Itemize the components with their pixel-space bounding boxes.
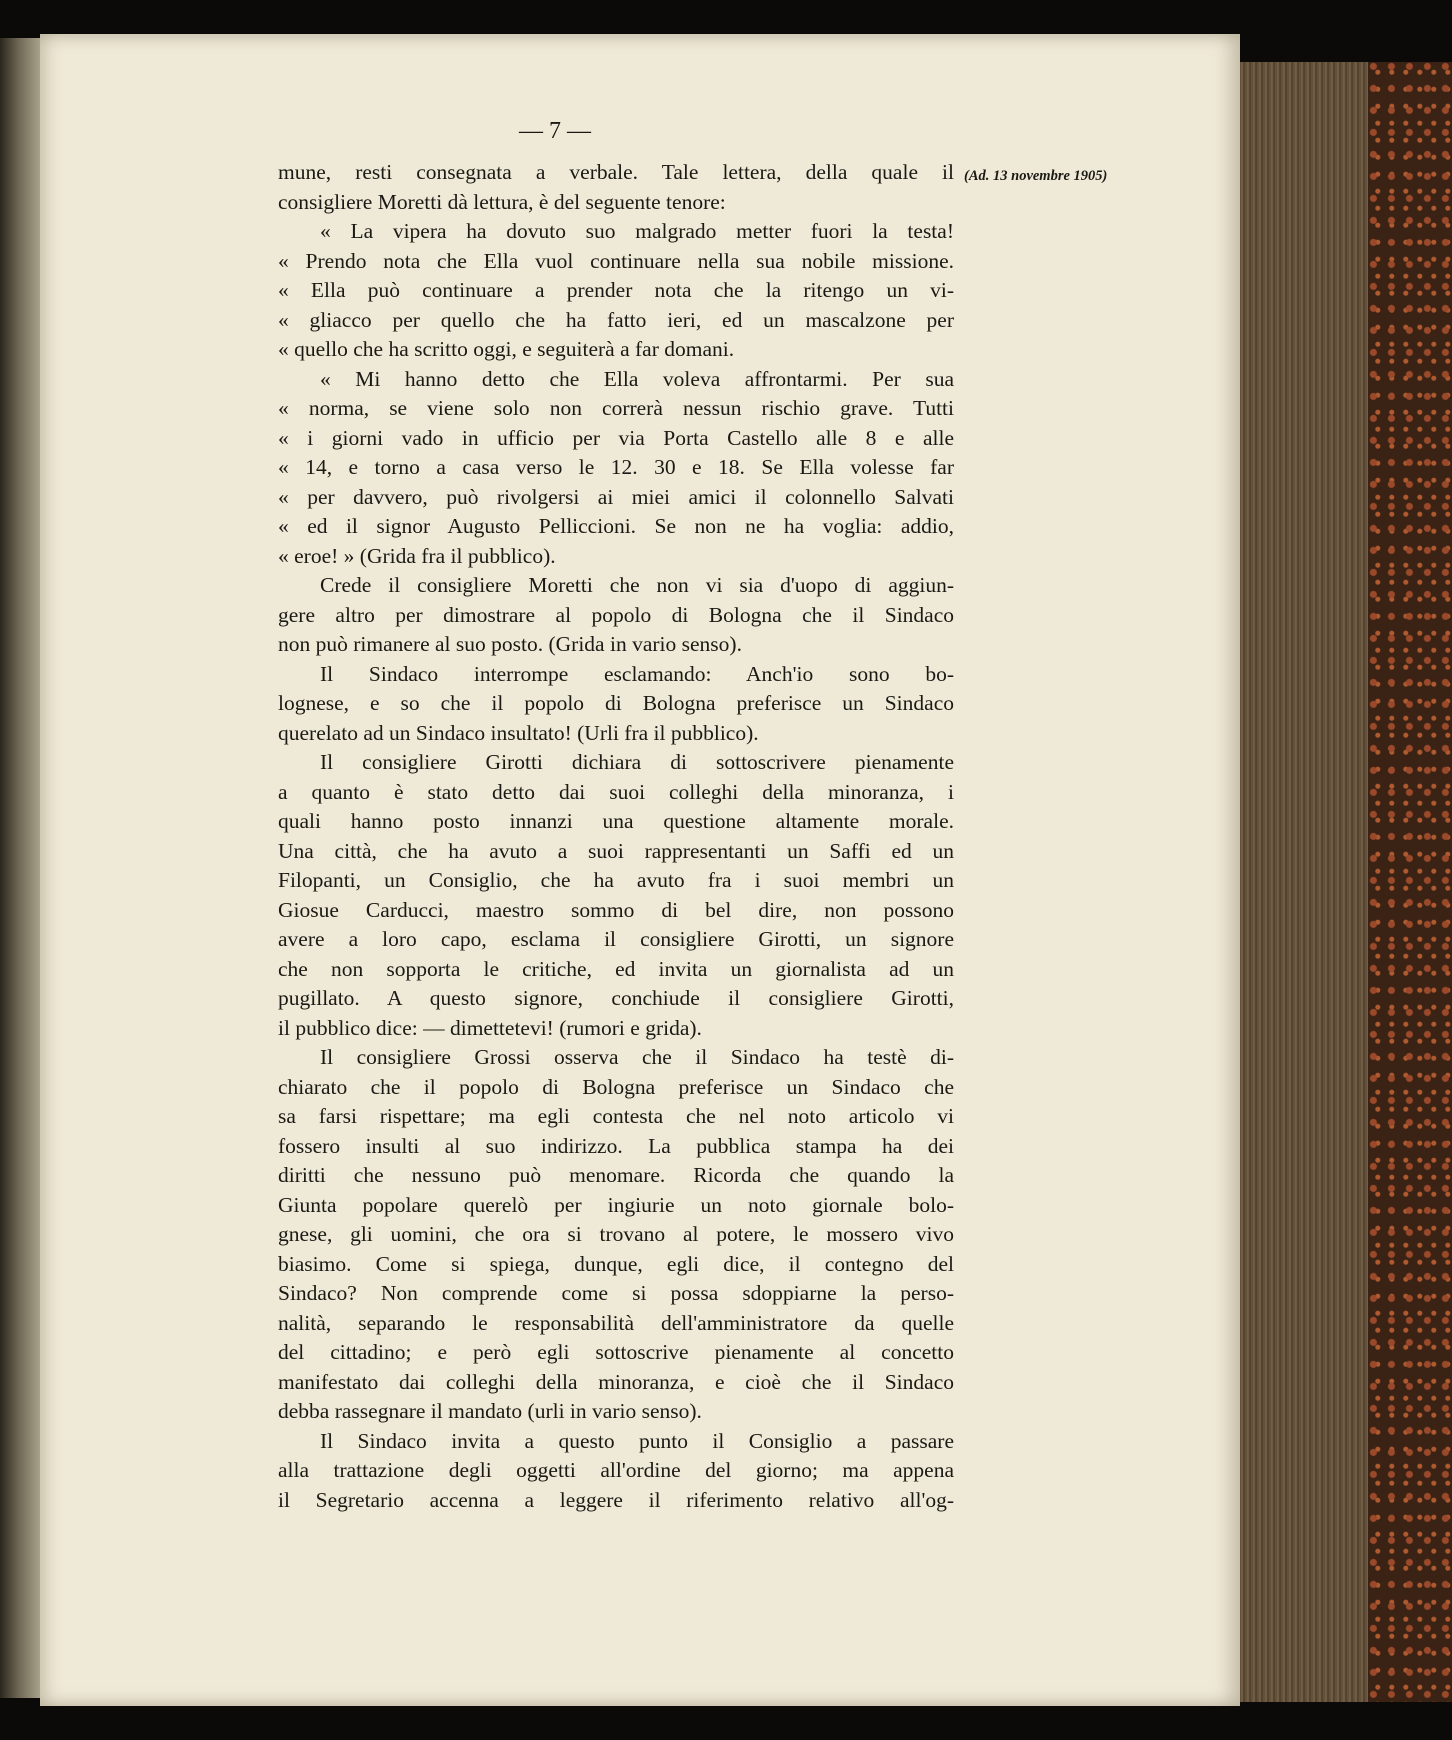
text-line: Crede il consigliere Moretti che non vi sia d'uopo di aggiun- [320, 573, 954, 597]
text-line: mune, resti consegnata a verbale. Tale lettera, della quale il [278, 160, 954, 184]
text-line: « 14, e torno a casa verso le 12. 30 e 18. Se Ella volesse far [278, 455, 954, 479]
text-line: querelato ad un Sindaco insultato! (Urli fra il pubblico). [278, 720, 759, 745]
text-line: chiarato che il popolo di Bologna preferisce un Sindaco che [278, 1074, 954, 1099]
text-line: Il Sindaco interrompe esclamando: Anch'io sono bo- [320, 661, 954, 686]
text-line: fossero insulti al suo indirizzo. La pubblica stampa ha dei [278, 1133, 954, 1158]
text-line: « Mi hanno detto che Ella voleva affrontarmi. Per sua [320, 366, 954, 391]
text-line: del cittadino; e però egli sottoscrive pienamente al concetto [278, 1340, 954, 1364]
page-number: — 7 — [519, 118, 591, 144]
text-line: Il consigliere Girotti dichiara di sottoscrivere pienamente [320, 750, 954, 774]
text-line: gnese, gli uomini, che ora si trovano al potere, le mossero vivo [278, 1222, 954, 1246]
text-line: il pubblico dice: — dimettetevi! (rumori e grida). [278, 1015, 702, 1040]
text-line: che non sopporta le critiche, ed invita un giornalista ad un [278, 956, 954, 981]
text-line: gere altro per dimostrare al popolo di Bologna che il Sindaco [278, 602, 954, 627]
text-line: diritti che nessuno può menomare. Ricorda che quando la [278, 1163, 954, 1187]
text-line: quali hanno posto innanzi una questione altamente morale. [278, 809, 954, 833]
text-line: « ed il signor Augusto Pelliccioni. Se non ne ha voglia: addio, [278, 514, 954, 538]
text-line: « quello che ha scritto oggi, e seguiterà a far domani. [278, 337, 735, 361]
text-line: Una città, che ha avuto a suoi rappresentanti un Saffi ed un [278, 838, 954, 863]
text-line: Giosue Carducci, maestro sommo di bel dire, non possono [278, 897, 954, 922]
text-line: « per davvero, può rivolgersi ai miei amici il colonnello Salvati [278, 484, 954, 509]
text-line: sa farsi rispettare; ma egli contesta che nel noto articolo vi [278, 1104, 954, 1128]
text-line: avere a loro capo, esclama il consigliere Girotti, un signore [278, 927, 954, 951]
text-line: « Ella può continuare a prender nota che la ritengo un vi- [278, 278, 954, 302]
text-line: « Prendo nota che Ella vuol continuare nella sua nobile missione. [278, 248, 954, 273]
book-cover-edge [1368, 62, 1452, 1702]
text-line: biasimo. Come si spiega, dunque, egli dice, il contegno del [278, 1251, 954, 1276]
text-line: « gliacco per quello che ha fatto ieri, ed un mascalzone per [278, 307, 954, 332]
text-line: pugillato. A questo signore, conchiude il consigliere Girotti, [278, 986, 954, 1010]
text-line: Il consigliere Grossi osserva che il Sindaco ha testè di- [320, 1045, 954, 1069]
text-line: a quanto è stato detto dai suoi colleghi della minoranza, i [278, 779, 954, 804]
text-line: Filopanti, un Consiglio, che ha avuto fra i suoi membri un [278, 868, 954, 892]
text-line: il Segretario accenna a leggere il riferimento relativo all'og- [278, 1487, 954, 1512]
text-line: debba rassegnare il mandato (urli in vario senso). [278, 1399, 702, 1423]
book-page-block-edge [1240, 62, 1368, 1702]
text-line: Giunta popolare querelò per ingiurie un noto giornale bolo- [278, 1192, 954, 1217]
text-line: Il Sindaco invita a questo punto il Consiglio a passare [320, 1428, 954, 1453]
text-line: manifestato dai colleghi della minoranza, e cioè che il Sindaco [278, 1369, 954, 1394]
text-line: nalità, separando le responsabilità dell'amministratore da quelle [278, 1310, 954, 1335]
text-line: « i giorni vado in ufficio per via Porta Castello alle 8 e alle [278, 425, 954, 450]
text-line: « La vipera ha dovuto suo malgrado metter fuori la testa! [320, 219, 954, 243]
text-line: alla trattazione degli oggetti all'ordine del giorno; ma appena [278, 1458, 954, 1482]
text-line: non può rimanere al suo posto. (Grida in vario senso). [278, 632, 742, 656]
text-line: « norma, se viene solo non correrà nessun rischio grave. Tutti [278, 396, 954, 420]
text-line: consigliere Moretti dà lettura, è del seguente tenore: [278, 189, 726, 214]
text-line: lognese, e so che il popolo di Bologna preferisce un Sindaco [278, 691, 954, 715]
text-line: Sindaco? Non comprende come si possa sdoppiarne la perso- [278, 1281, 954, 1305]
margin-date-note: (Ad. 13 novembre 1905) [964, 168, 1108, 184]
text-line: « eroe! » (Grida fra il pubblico). [278, 543, 556, 568]
